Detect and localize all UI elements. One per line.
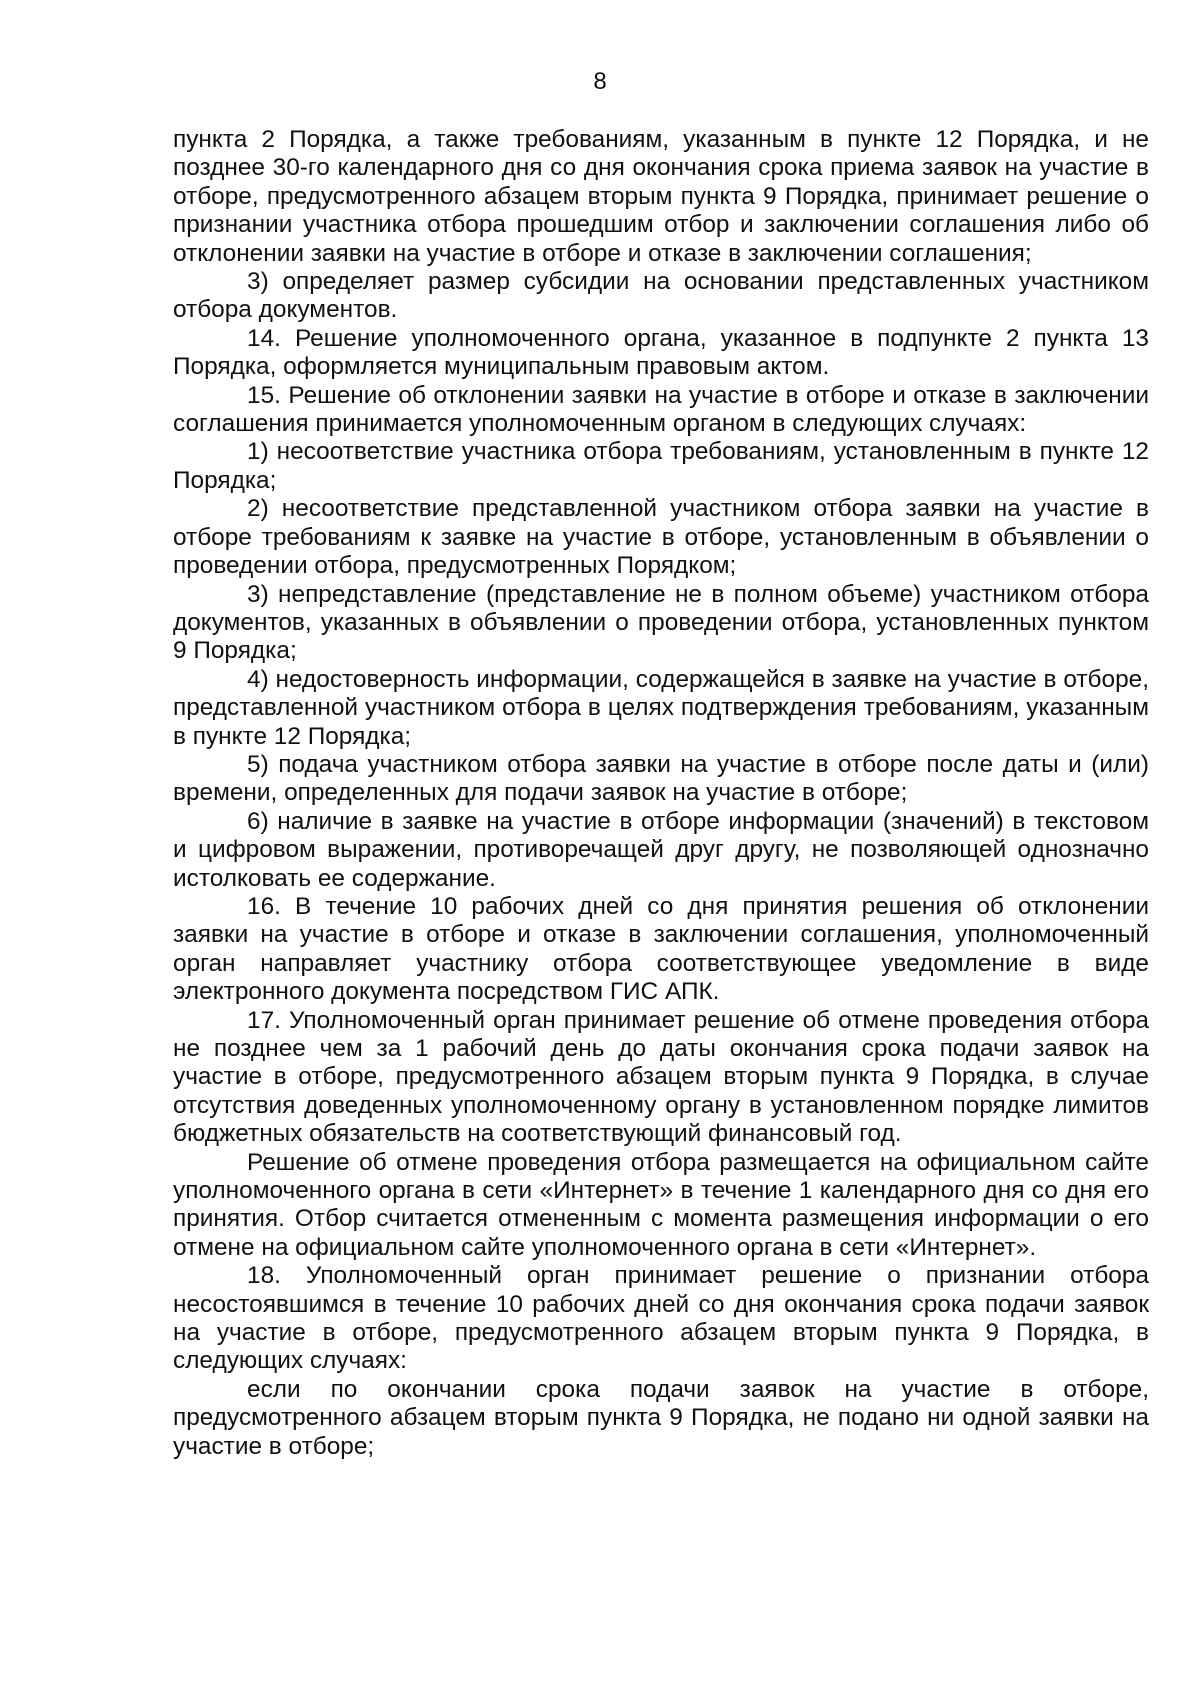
paragraph-16: 16. В течение 10 рабочих дней со дня принятия решения об отклонении заявки на участие в отборе и отказе в заключении соглашения, уполномоченный орган направляет участнику отбора соответствующее уведомление в виде электронного документа посредством ГИС АПК.	[173, 892, 1149, 1006]
paragraph-15: 15. Решение об отклонении заявки на участие в отборе и отказе в заключении соглашения принимается уполномоченным органом в следующих случаях:	[173, 381, 1149, 438]
paragraph-14: 14. Решение уполномоченного органа, указанное в подпункте 2 пункта 13 Порядка, оформляется муниципальным правовым актом.	[173, 324, 1149, 381]
paragraph-15-1: 1) несоответствие участника отбора требованиям, установленным в пункте 12 Порядка;	[173, 438, 1149, 494]
paragraph-continuation: пункта 2 Порядка, а также требованиям, указанным в пункте 12 Порядка, и не позднее 30-го календарного дня со дня окончания срока приема заявок на участие в отборе, предусмотренного абзацем вторым пункта 9 Порядка, принимает решение о признании участника отбора прошедшим отбор и заключении соглашения либо об отклонении заявки на участие в отборе и отказе в заключении соглашения;	[173, 126, 1149, 267]
paragraph-13-3: 3) определяет размер субсидии на основании представленных участником отбора документов.	[173, 268, 1149, 324]
paragraph-15-4: 4) недостоверность информации, содержащейся в заявке на участие в отборе, представленной участником отбора в целях подтверждения требованиям, указанным в пункте 12 Порядка;	[173, 665, 1149, 750]
paragraph-17: 17. Уполномоченный орган принимает решение об отмене проведения отбора не позднее чем за 1 рабочий день до даты окончания срока подачи заявок на участие в отборе, предусмотренного абзацем вторым пункта 9 Порядка, в случае отсутствия доведенных уполномоченному органу в установленном порядке лимитов бюджетных обязательств на соответствующий финансовый год.	[173, 1006, 1149, 1148]
document-body	[173, 126, 1149, 1461]
paragraph-17-cancellation-notice: Решение об отмене проведения отбора размещается на официальном сайте уполномоченного органа в сети «Интернет» в течение 1 календарного дня со дня его принятия. Отбор считается отмененным с момента размещения информации о его отмене на официальном сайте уполномоченного органа в сети «Интернет».	[173, 1148, 1149, 1261]
paragraph-18: 18. Уполномоченный орган принимает решение о признании отбора несостоявшимся в течение 10 рабочих дней со дня окончания срока подачи заявок на участие в отборе, предусмотренного абзацем вторым пункта 9 Порядка, в следующих случаях:	[173, 1262, 1149, 1375]
paragraph-15-6: 6) наличие в заявке на участие в отборе информации (значений) в текстовом и цифровом выражении, противоречащей друг другу, не позволяющей однозначно истолковать ее содержание.	[173, 807, 1149, 892]
page-number: 8	[593, 68, 607, 95]
paragraph-15-3: 3) непредставление (представление не в полном объеме) участником отбора документов, указанных в объявлении о проведении отбора, установленных пунктом 9 Порядка;	[173, 580, 1149, 665]
paragraph-15-5: 5) подача участником отбора заявки на участие в отборе после даты и (или) времени, определенных для подачи заявок на участие в отборе;	[173, 750, 1149, 807]
paragraph-15-2: 2) несоответствие представленной участником отбора заявки на участие в отборе требованиям к заявке на участие в отборе, установленным в объявлении о проведении отбора, предусмотренных Порядком;	[173, 495, 1149, 580]
paragraph-18-case-1: если по окончании срока подачи заявок на участие в отборе, предусмотренного абзацем вторым пункта 9 Порядка, не подано ни одной заявки на участие в отборе;	[173, 1375, 1149, 1460]
